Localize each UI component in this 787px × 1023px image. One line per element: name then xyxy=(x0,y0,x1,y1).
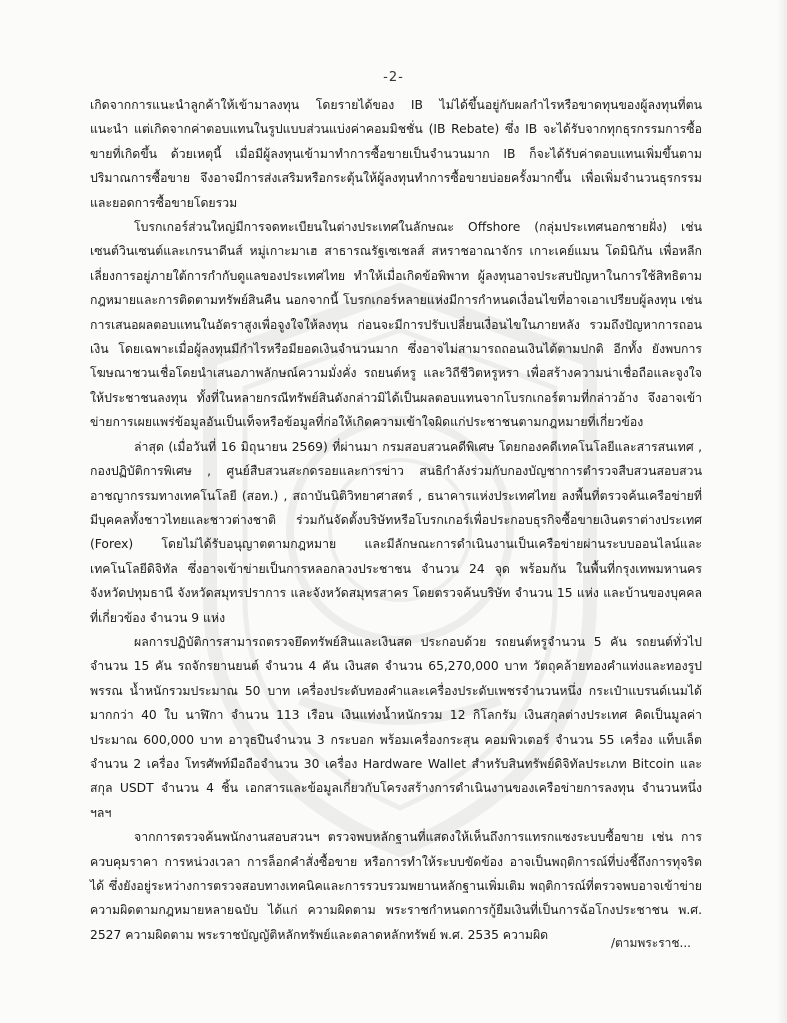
page-edge-shadow xyxy=(777,0,787,1023)
paragraph: ล่าสุด (เมื่อวันที่ 16 มิถุนายน 2569) ที่ผ่านมา กรมสอบสวนคดีพิเศษ โดยกองคดีเทคโนโลยีและสารสนเทศ , กองปฏิบัติการพิเศษ , ศูนย์สืบสวนสะกดรอยและการข่าว สนธิกำลังร่วมกับกองบัญชาการตำรวจสืบสวนสอบสวนอาชญากรรมทางเทคโนโลยี (สอท.) , สถาบันนิติวิทยาศาสตร์ , ธนาคารแห่งประเทศไทย ลงพื้นที่ตรวจค้นเครือข่ายที่มีบุคคลทั้งชาวไทยและชาวต่างชาติ ร่วมกันจัดตั้งบริษัทหรือโบรกเกอร์เพื่อประกอบธุรกิจซื้อขายเงินตราต่างประเทศ (Forex) โดยไม่ได้รับอนุญาตตามกฎหมาย และมีลักษณะการดำเนินงานเป็นเครือข่ายผ่านระบบออนไลน์และเทคโนโลยีดิจิทัล ซึ่งอาจเข้าข่ายเป็นการหลอกลวงประชาชน จำนวน 24 จุด พร้อมกัน ในพื้นที่กรุงเทพมหานคร จังหวัดปทุมธานี จังหวัดสมุทรปราการ และจังหวัดสมุทรสาคร โดยตรวจค้นบริษัท จำนวน 15 แห่ง และบ้านของบุคคลที่เกี่ยวข้อง จำนวน 9 แห่ง xyxy=(90,439,702,625)
paragraph: เกิดจากการแนะนำลูกค้าให้เข้ามาลงทุน โดยรายได้ของ IB ไม่ได้ขึ้นอยู่กับผลกำไรหรือขาดทุนของผู้ลงทุนที่ตนแนะนำ แต่เกิดจากค่าตอบแทนในรูปแบบส่วนแบ่งค่าคอมมิชชั่น (IB Rebate) ซึ่ง IB จะได้รับจากทุกธุรกรรมการซื้อขายที่เกิดขึ้น ด้วยเหตุนี้ เมื่อมีผู้ลงทุนเข้ามาทำการซื้อขายเป็นจำนวนมาก IB ก็จะได้รับค่าตอบแทนเพิ่มขึ้นตามปริมาณการซื้อขาย จึงอาจมีการส่งเสริมหรือกระตุ้นให้ผู้ลงทุนทำการซื้อขายบ่อยครั้งมากขึ้น เพื่อเพิ่มจำนวนธุรกรรมและยอดการซื้อขายโดยรวม xyxy=(90,98,702,210)
paragraph: ผลการปฏิบัติการสามารถตรวจยึดทรัพย์สินและเงินสด ประกอบด้วย รถยนต์หรูจำนวน 5 คัน รถยนต์ทั่วไปจำนวน 15 คัน รถจักรยานยนต์ จำนวน 4 คัน เงินสด จำนวน 65,270,000 บาท วัตถุคล้ายทองคำแท่งและทองรูปพรรณ น้ำหนักรวมประมาณ 50 บาท เครื่องประดับทองคำและเครื่องประดับเพชรจำนวนหนึ่ง กระเป๋าแบรนด์เนมได้มากกว่า 40 ใบ นาฬิกา จำนวน 113 เรือน เงินแท่งน้ำหนักรวม 12 กิโลกรัม เงินสกุลต่างประเทศ คิดเป็นมูลค่าประมาณ 600,000 บาท อาวุธปืนจำนวน 3 กระบอก พร้อมเครื่องกระสุน คอมพิวเตอร์ จำนวน 55 เครื่อง แท็บเล็ตจำนวน 2 เครื่อง โทรศัพท์มือถือจำนวน 30 เครื่อง Hardware Wallet สำหรับสินทรัพย์ดิจิทัลประเภท Bitcoin และสกุล USDT จำนวน 4 ชิ้น เอกสารและข้อมูลเกี่ยวกับโครงสร้างการดำเนินงานของเครือข่ายการลงทุน จำนวนหนึ่ง ฯลฯ xyxy=(90,634,702,820)
continuation-note: /ตามพระราช... xyxy=(610,936,691,950)
document-body xyxy=(90,93,702,947)
paragraph: โบรกเกอร์ส่วนใหญ่มีการจดทะเบียนในต่างประเทศในลักษณะ Offshore (กลุ่มประเทศนอกชายฝั่ง) เช่น เซนต์วินเซนต์และเกรนาดีนส์ หมู่เกาะมาเฮ สาธารณรัฐเซเชลส์ สหราชอาณาจักร เกาะเคย์แมน โดมินิกัน เพื่อหลีกเลี่ยงการอยู่ภายใต้การกำกับดูแลของประเทศไทย ทำให้เมื่อเกิดข้อพิพาท ผู้ลงทุนอาจประสบปัญหาในการใช้สิทธิตามกฎหมายและการติดตามทรัพย์สินคืน นอกจากนี้ โบรกเกอร์หลายแห่งมีการกำหนดเงื่อนไขที่อาจเอาเปรียบผู้ลงทุน เช่น การเสนอผลตอบแทนในอัตราสูงเพื่อจูงใจให้ลงทุน ก่อนจะมีการปรับเปลี่ยนเงื่อนไขในภายหลัง รวมถึงปัญหาการถอนเงิน โดยเฉพาะเมื่อผู้ลงทุนมีกำไรหรือมียอดเงินจำนวนมาก ซึ่งอาจไม่สามารถถอนเงินได้ตามปกติ อีกทั้ง ยังพบการโฆษณาชวนเชื่อโดยนำเสนอภาพลักษณ์ความมั่งคั่ง รถยนต์หรู และวิถีชีวิตหรูหรา เพื่อสร้างความน่าเชื่อถือและจูงใจให้ประชาชนลงทุน ทั้งที่ในหลายกรณีทรัพย์สินดังกล่าวมิได้เป็นผลตอบแทนจากโบรกเกอร์ตามที่กล่าวอ้าง จึงอาจเข้าข่ายการเผยแพร่ข้อมูลอันเป็นเท็จหรือข้อมูลที่ก่อให้เกิดความเข้าใจผิดแก่ประชาชนตามกฎหมายที่เกี่ยวข้อง xyxy=(90,220,702,430)
page-number: -2- xyxy=(383,70,404,85)
paragraph: จากการตรวจค้นพนักงานสอบสวนฯ ตรวจพบหลักฐานที่แสดงให้เห็นถึงการแทรกแซงระบบซื้อขาย เช่น การควบคุมราคา การหน่วงเวลา การล็อกคำสั่งซื้อขาย หรือการทำให้ระบบขัดข้อง อาจเป็นพฤติการณ์ที่บ่งชี้ถึงการทุจริตได้ ซึ่งยังอยู่ระหว่างการตรวจสอบทางเทคนิคและการรวบรวมพยานหลักฐานเพิ่มเติม พฤติการณ์ที่ตรวจพบอาจเข้าข่ายความผิดตามกฎหมายหลายฉบับ ได้แก่ ความผิดตาม พระราชกำหนดการกู้ยืมเงินที่เป็นการฉ้อโกงประชาชน พ.ศ. 2527 ความผิดตาม พระราชบัญญัติหลักทรัพย์และตลาดหลักทรัพย์ พ.ศ. 2535 ความผิด xyxy=(90,830,702,942)
